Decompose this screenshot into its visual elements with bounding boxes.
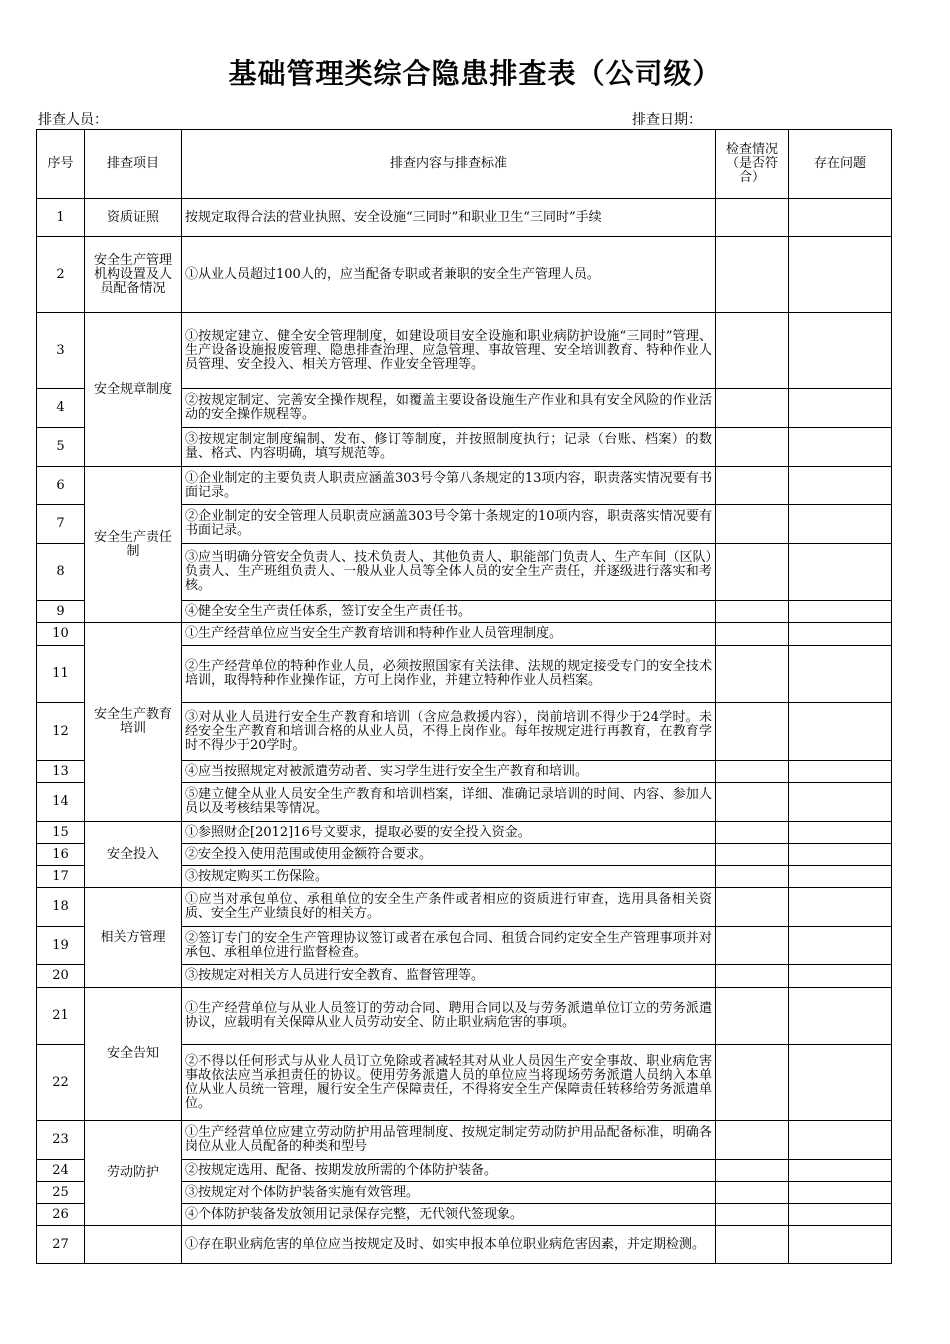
table-row (37, 822, 892, 844)
check-cell[interactable] (716, 601, 789, 623)
check-cell[interactable] (716, 988, 789, 1045)
issue-cell[interactable] (789, 822, 892, 844)
row-number: 24 (37, 1160, 85, 1182)
check-cell[interactable] (716, 428, 789, 467)
issue-cell[interactable] (789, 467, 892, 505)
row-content: ①企业制定的主要负责人职责应涵盖303号令第八条规定的13项内容，职责落实情况要有书面记录。 (182, 467, 716, 505)
row-content: ②签订专门的安全生产管理协议签订或者在承包合同、租赁合同约定安全生产管理事项并对承包、承租单位进行监督检查。 (182, 927, 716, 965)
category-cell: 相关方管理 (85, 888, 182, 988)
category-cell: 安全规章制度 (85, 313, 182, 467)
row-number: 25 (37, 1182, 85, 1204)
issue-cell[interactable] (789, 761, 892, 783)
row-content: ④个体防护装备发放领用记录保存完整，无代领代签现象。 (182, 1204, 716, 1226)
row-content: ①从业人员超过100人的，应当配备专职或者兼职的安全生产管理人员。 (182, 237, 716, 313)
row-content: 按规定取得合法的营业执照、安全设施“三同时”和职业卫生“三同时”手续 (182, 199, 716, 237)
check-cell[interactable] (716, 1121, 789, 1160)
check-cell[interactable] (716, 544, 789, 601)
issue-cell[interactable] (789, 1160, 892, 1182)
row-content: ③按规定购买工伤保险。 (182, 866, 716, 888)
check-cell[interactable] (716, 1204, 789, 1226)
row-content: ③按规定制定制度编制、发布、修订等制度，并按照制度执行；记录（台账、档案）的数量、格式、内容明确，填写规范等。 (182, 428, 716, 467)
check-cell[interactable] (716, 761, 789, 783)
issue-cell[interactable] (789, 888, 892, 927)
row-content: ②企业制定的安全管理人员职责应涵盖303号令第十条规定的10项内容，职责落实情况要有书面记录。 (182, 505, 716, 544)
issue-cell[interactable] (789, 1226, 892, 1264)
issue-cell[interactable] (789, 844, 892, 866)
category-cell: 安全告知 (85, 988, 182, 1121)
row-content: ③应当明确分管安全负责人、技术负责人、其他负责人、职能部门负责人、生产车间（区队）负责人、生产班组负责人、一般从业人员等全体人员的安全生产责任，并逐级进行落实和考核。 (182, 544, 716, 601)
check-cell[interactable] (716, 927, 789, 965)
row-content: ①按规定建立、健全安全管理制度，如建设项目安全设施和职业病防护设施“三同时”管理、生产设备设施报废管理、隐患排查治理、应急管理、事故管理、安全培训教育、特种作业人员管理、安全投入、相关方管理、作业安全管理等。 (182, 313, 716, 389)
row-number: 6 (37, 467, 85, 505)
row-content: ③按规定对相关方人员进行安全教育、监督管理等。 (182, 965, 716, 988)
issue-cell[interactable] (789, 199, 892, 237)
row-number: 11 (37, 646, 85, 703)
row-content: ②生产经营单位的特种作业人员，必须按照国家有关法律、法规的规定接受专门的安全技术培训，取得特种作业操作证，方可上岗作业，并建立特种作业人员档案。 (182, 646, 716, 703)
row-content: ③按规定对个体防护装备实施有效管理。 (182, 1182, 716, 1204)
check-cell[interactable] (716, 1045, 789, 1121)
row-number: 20 (37, 965, 85, 988)
issue-cell[interactable] (789, 601, 892, 623)
check-cell[interactable] (716, 703, 789, 761)
table-row (37, 988, 892, 1045)
check-cell[interactable] (716, 1160, 789, 1182)
row-number: 19 (37, 927, 85, 965)
row-number: 1 (37, 199, 85, 237)
row-number: 4 (37, 389, 85, 428)
table-row (37, 1121, 892, 1160)
row-number: 7 (37, 505, 85, 544)
header-check: 检查情况（是否符合） (716, 130, 789, 199)
row-content: ②按规定制定、完善安全操作规程，如覆盖主要设备设施生产作业和具有安全风险的作业活动的安全操作规程等。 (182, 389, 716, 428)
header-no: 序号 (37, 130, 85, 199)
row-number: 17 (37, 866, 85, 888)
row-number: 12 (37, 703, 85, 761)
check-cell[interactable] (716, 783, 789, 822)
check-cell[interactable] (716, 313, 789, 389)
row-content: ②不得以任何形式与从业人员订立免除或者减轻其对从业人员因生产安全事故、职业病危害事故依法应当承担责任的协议。使用劳务派遣人员的单位应当将现场劳务派遣人员纳入本单位从业人员统一管理，履行安全生产保障责任，不得将安全生产保障责任转移给劳务派遣单位。 (182, 1045, 716, 1121)
row-number: 21 (37, 988, 85, 1045)
issue-cell[interactable] (789, 1045, 892, 1121)
row-number: 2 (37, 237, 85, 313)
check-cell[interactable] (716, 822, 789, 844)
row-content: ①应当对承包单位、承租单位的安全生产条件或者相应的资质进行审查，选用具备相关资质、安全生产业绩良好的相关方。 (182, 888, 716, 927)
issue-cell[interactable] (789, 428, 892, 467)
row-number: 5 (37, 428, 85, 467)
row-number: 15 (37, 822, 85, 844)
row-number: 26 (37, 1204, 85, 1226)
issue-cell[interactable] (789, 1121, 892, 1160)
issue-cell[interactable] (789, 623, 892, 646)
row-content: ②安全投入使用范围或使用金额符合要求。 (182, 844, 716, 866)
row-number: 14 (37, 783, 85, 822)
table-row (37, 467, 892, 505)
row-content: ④健全安全生产责任体系，签订安全生产责任书。 (182, 601, 716, 623)
row-number: 23 (37, 1121, 85, 1160)
row-number: 8 (37, 544, 85, 601)
inspection-table (36, 129, 892, 1264)
row-number: 3 (37, 313, 85, 389)
row-content: ①参照财企[2012]16号文要求，提取必要的安全投入资金。 (182, 822, 716, 844)
category-cell: 安全生产管理机构设置及人员配备情况 (85, 237, 182, 313)
check-cell[interactable] (716, 199, 789, 237)
issue-cell[interactable] (789, 237, 892, 313)
check-cell[interactable] (716, 1182, 789, 1204)
date-label: 排查日期： (632, 112, 702, 128)
row-number: 9 (37, 601, 85, 623)
issue-cell[interactable] (789, 389, 892, 428)
table-row (37, 1226, 892, 1264)
header-row (37, 130, 892, 199)
table-row (37, 888, 892, 927)
issue-cell[interactable] (789, 646, 892, 703)
category-cell: 安全投入 (85, 822, 182, 888)
category-cell (85, 1226, 182, 1264)
issue-cell[interactable] (789, 1182, 892, 1204)
row-content: ④应当按照规定对被派遣劳动者、实习学生进行安全生产教育和培训。 (182, 761, 716, 783)
issue-cell[interactable] (789, 965, 892, 988)
issue-cell[interactable] (789, 927, 892, 965)
row-content: ①生产经营单位应建立劳动防护用品管理制度、按规定制定劳动防护用品配备标准，明确各岗位从业人员配备的种类和型号 (182, 1121, 716, 1160)
check-cell[interactable] (716, 505, 789, 544)
header-issue: 存在问题 (789, 130, 892, 199)
row-content: ①生产经营单位与从业人员签订的劳动合同、聘用合同以及与劳务派遣单位订立的劳务派遣协议，应载明有关保障从业人员劳动安全、防止职业病危害的事项。 (182, 988, 716, 1045)
row-content: ②按规定选用、配备、按期发放所需的个体防护装备。 (182, 1160, 716, 1182)
issue-cell[interactable] (789, 1204, 892, 1226)
row-number: 18 (37, 888, 85, 927)
issue-cell[interactable] (789, 313, 892, 389)
issue-cell[interactable] (789, 544, 892, 601)
check-cell[interactable] (716, 646, 789, 703)
table-row (37, 623, 892, 646)
check-cell[interactable] (716, 1226, 789, 1264)
category-cell: 劳动防护 (85, 1121, 182, 1226)
issue-cell[interactable] (789, 505, 892, 544)
issue-cell[interactable] (789, 703, 892, 761)
header-item: 排查项目 (85, 130, 182, 199)
category-cell: 资质证照 (85, 199, 182, 237)
row-content: ①存在职业病危害的单位应当按规定及时、如实申报本单位职业病危害因素，并定期检测。 (182, 1226, 716, 1264)
check-cell[interactable] (716, 389, 789, 428)
table-row (37, 199, 892, 237)
row-number: 13 (37, 761, 85, 783)
category-cell: 安全生产教育培训 (85, 623, 182, 822)
row-content: ⑤建立健全从业人员安全生产教育和培训档案，详细、准确记录培训的时间、内容、参加人员以及考核结果等情况。 (182, 783, 716, 822)
row-number: 10 (37, 623, 85, 646)
check-cell[interactable] (716, 623, 789, 646)
issue-cell[interactable] (789, 783, 892, 822)
row-content: ③对从业人员进行安全生产教育和培训（含应急救援内容），岗前培训不得少于24学时。未经安全生产教育和培训合格的从业人员，不得上岗作业。每年按规定进行再教育，在教育学时不得少于20学时。 (182, 703, 716, 761)
row-number: 16 (37, 844, 85, 866)
check-cell[interactable] (716, 888, 789, 927)
issue-cell[interactable] (789, 988, 892, 1045)
row-number: 27 (37, 1226, 85, 1264)
category-cell: 安全生产责任制 (85, 467, 182, 623)
row-content: ①生产经营单位应当安全生产教育培训和特种作业人员管理制度。 (182, 623, 716, 646)
issue-cell[interactable] (789, 866, 892, 888)
table-row (37, 237, 892, 313)
check-cell[interactable] (716, 237, 789, 313)
check-cell[interactable] (716, 844, 789, 866)
inspector-label: 排查人员： (38, 112, 108, 128)
table-row (37, 313, 892, 389)
check-cell[interactable] (716, 467, 789, 505)
check-cell[interactable] (716, 965, 789, 988)
page-title: 基础管理类综合隐患排查表（公司级） (228, 57, 722, 90)
check-cell[interactable] (716, 866, 789, 888)
row-number: 22 (37, 1045, 85, 1121)
header-content: 排查内容与排查标准 (182, 130, 716, 199)
